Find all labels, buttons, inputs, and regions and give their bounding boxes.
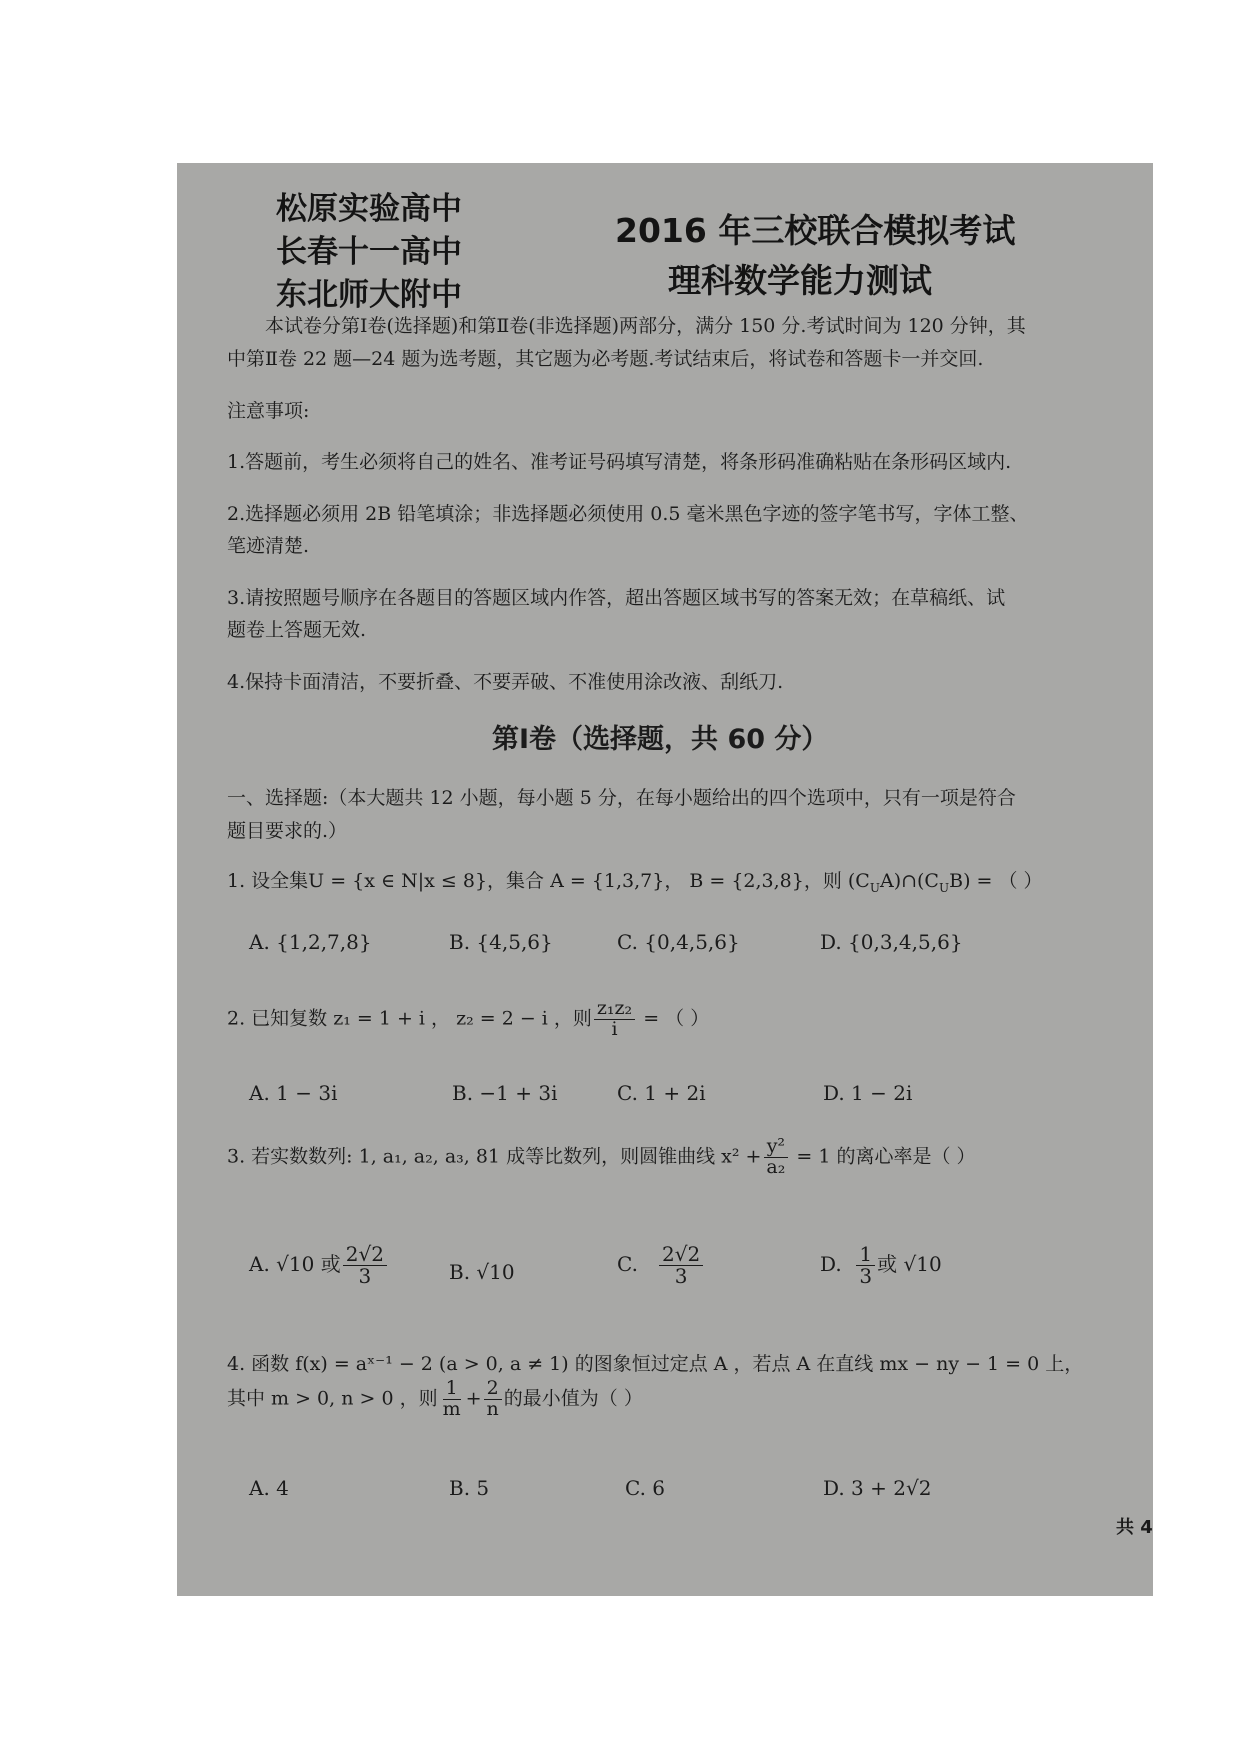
note-1: 1.答题前，考生必须将自己的姓名、准考证号码填写清楚，将条形码准确粘贴在条形码区域内.: [227, 451, 1012, 473]
question-3-option-a: A. √10 或 $\frac{2√2}{3}$: [249, 1244, 389, 1287]
question-3-option-d: D. $\frac{1}{3}$ 或 √10: [820, 1242, 942, 1288]
question-1-option-a: A. {1,2,7,8}: [249, 930, 372, 954]
intro-line-2: 中第Ⅱ卷 22 题—24 题为选考题，其它题为必考题.考试结束后，将试卷和答题卡一并交回.: [227, 348, 984, 370]
question-2-option-a: A. 1 − 3i: [249, 1081, 338, 1105]
school-name-1: 松原实验高中: [276, 191, 462, 227]
question-4-option-a: A. 4: [249, 1476, 289, 1500]
question-4-option-c: C. 6: [625, 1476, 666, 1500]
question-2-stem: 2. 已知复数 z₁ = 1 + i ， z₂ = 2 − i ，则 $\frac{\text{z₁z₂}}{i}$ = （ ）: [227, 997, 710, 1040]
notes-heading: 注意事项:: [227, 400, 310, 422]
question-3-stem: 3. 若实数数列: 1, a₁, a₂, a₃, 81 成等比数列，则圆锥曲线 x² + $\frac{\text{y²}}{\text{a₂}}$ = 1 的离心率是（ ）: [227, 1135, 976, 1178]
exam-subtitle: 理科数学能力测试: [668, 261, 932, 300]
section-instructions-line-1: 一、选择题:（本大题共 12 小题，每小题 5 分，在每小题给出的四个选项中，只有一项是符合: [227, 787, 1016, 809]
school-name-2: 长春十一高中: [276, 234, 462, 270]
note-3-line-1: 3.请按照题号顺序在各题目的答题区域内作答，超出答题区域书写的答案无效；在草稿纸、试: [227, 587, 1006, 609]
question-2-option-d: D. 1 − 2i: [823, 1081, 913, 1105]
question-3-option-b: B. √10: [449, 1260, 515, 1284]
intro-line-1: 本试卷分第Ⅰ卷(选择题)和第Ⅱ卷(非选择题)两部分，满分 150 分.考试时间为 120 分钟，其: [265, 315, 1026, 337]
question-2-option-c: C. 1 + 2i: [617, 1081, 706, 1105]
question-4-line-2: 其中 m > 0, n > 0 ，则 $\frac{1}{m}$ + $\frac{2}{n}$ 的最小值为（ ）: [227, 1377, 643, 1420]
exam-title: 2016 年三校联合模拟考试: [615, 211, 1016, 250]
question-4-line-1: 4. 函数 f(x) = aˣ⁻¹ − 2 (a > 0, a ≠ 1) 的图象恒过定点 A ，若点 A 在直线 mx − ny − 1 = 0 上，: [227, 1353, 1084, 1375]
question-4-option-b: B. 5: [449, 1476, 490, 1500]
question-1-option-b: B. {4,5,6}: [449, 930, 553, 954]
question-1-option-c: C. {0,4,5,6}: [617, 930, 740, 954]
section-instructions-line-2: 题目要求的.）: [227, 820, 348, 842]
note-2-line-1: 2.选择题必须用 2B 铅笔填涂；非选择题必须使用 0.5 毫米黑色字迹的签字笔书写，字体工整、: [227, 503, 1029, 525]
school-name-3: 东北师大附中: [276, 277, 462, 313]
note-3-line-2: 题卷上答题无效.: [227, 619, 367, 641]
note-4: 4.保持卡面清洁，不要折叠、不要弄破、不准使用涂改液、刮纸刀.: [227, 671, 784, 693]
section-title: 第Ⅰ卷（选择题，共 60 分）: [492, 724, 829, 755]
question-3-fraction: $\frac{\text{y²}}{\text{a₂}}$: [763, 1137, 788, 1178]
page-footer: 共 4: [1116, 1517, 1153, 1538]
question-2-option-b: B. −1 + 3i: [452, 1081, 558, 1105]
question-3-option-c: C. $\frac{2√2}{3}$: [617, 1244, 705, 1287]
question-4-option-d: D. 3 + 2√2: [823, 1476, 932, 1500]
question-1-stem: 1. 设全集U = {x ∈ N|x ≤ 8}，集合 A = {1,3,7}， B = {2,3,8}，则 $(C_UA)\cap(C_UB)$ = （ ）: [227, 870, 1043, 895]
exam-sheet: [177, 163, 1153, 1596]
question-2-fraction: $\frac{\text{z₁z₂}}{i}$: [594, 999, 635, 1040]
question-1-option-d: D. {0,3,4,5,6}: [820, 930, 963, 954]
note-2-line-2: 笔迹清楚.: [227, 535, 310, 557]
